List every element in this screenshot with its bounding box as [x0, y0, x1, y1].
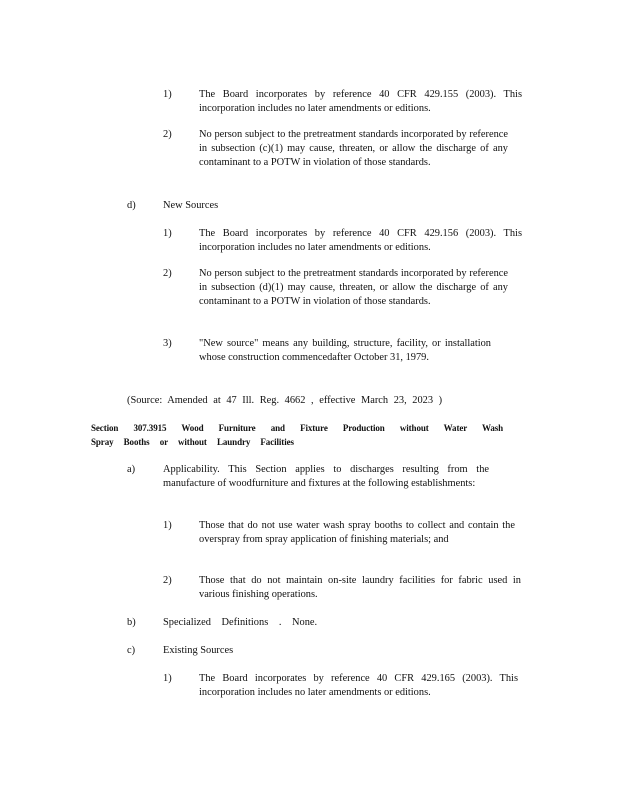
paragraph-d1: The Board incorporates by reference 40 CFR 429.156 (2003). This incorporation includes no later amendments or editions.	[199, 228, 522, 253]
subsection-label: a)	[127, 464, 136, 475]
item-number: 2)	[163, 268, 172, 279]
paragraph-d2: No person subject to the pretreatment standards incorporated by reference in subsection (d)(1) may cause, threaten, or allow the discharge of any contaminant to a POTW in violation of those standards.	[199, 268, 508, 307]
section-heading-line1: Section 307.3915 Wood Furniture and Fixture Production without Water Wash	[91, 423, 504, 433]
paragraph-a2: Those that do not maintain on-site laundry facilities for fabric used in various finishing operations.	[199, 575, 521, 600]
item-number: 1)	[163, 89, 172, 100]
paragraph-a1: Those that do not use water wash spray booths to collect and contain the overspray from spray application of finishing materials; and	[199, 520, 515, 545]
paragraph-c2: No person subject to the pretreatment standards incorporated by reference in subsection (c)(1) may cause, threaten, or allow the discharge of any contaminant to a POTW in violation of those standards.	[199, 129, 508, 168]
paragraph-a: Applicability. This Section applies to discharges resulting from the manufacture of woodfurniture and fixtures at the following establishments:	[163, 464, 489, 489]
subsection-label: c)	[127, 645, 136, 656]
paragraph-c1: The Board incorporates by reference 40 CFR 429.155 (2003). This incorporation includes no later amendments or editions.	[199, 89, 522, 114]
paragraph-new-c1: The Board incorporates by reference 40 CFR 429.165 (2003). This incorporation includes no later amendments or editions.	[199, 673, 518, 698]
item-number: 1)	[163, 673, 172, 684]
subsection-label: b)	[127, 617, 136, 628]
item-number: 2)	[163, 129, 172, 140]
subsection-title: Existing Sources	[163, 645, 234, 656]
paragraph-d3: "New source" means any building, structure, facility, or installation whose construction commencedafter October 31, 1979.	[199, 338, 491, 363]
section-heading-line2: Spray Booths or without Laundry Facilities	[91, 437, 294, 447]
item-number: 1)	[163, 228, 172, 239]
paragraph-b: Specialized Definitions . None.	[163, 617, 318, 628]
subsection-label: d)	[127, 200, 136, 211]
item-number: 2)	[163, 575, 172, 586]
item-number: 3)	[163, 338, 172, 349]
item-number: 1)	[163, 520, 172, 531]
subsection-title: New Sources	[163, 200, 219, 211]
source-note: (Source: Amended at 47 Ill. Reg. 4662 , effective March 23, 2023 )	[127, 395, 443, 406]
